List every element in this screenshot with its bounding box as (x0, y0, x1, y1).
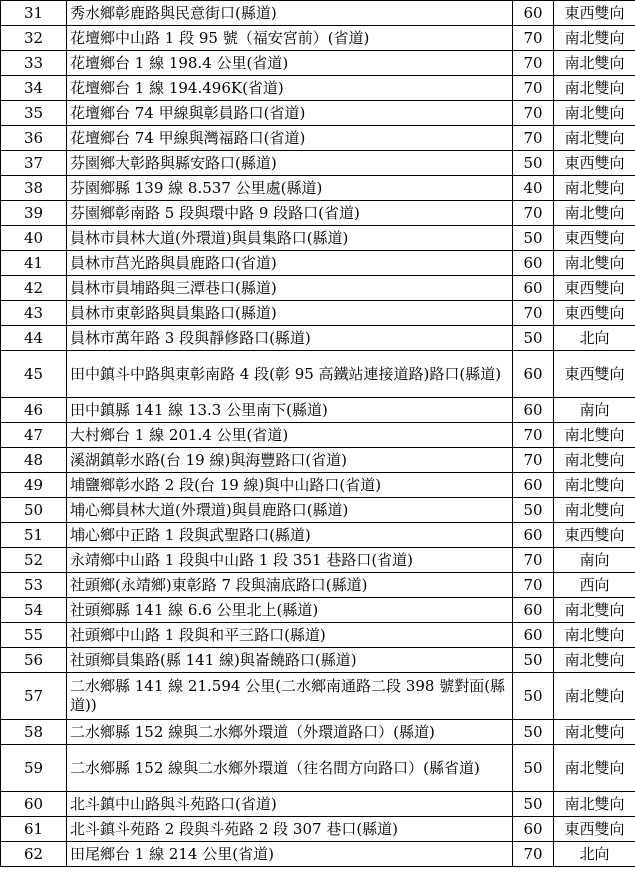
table-row (1, 201, 635, 226)
row-number: 54 (1, 598, 67, 623)
table-row (1, 51, 635, 76)
speed-limit-cell: 60 (513, 473, 554, 498)
location-cell: 溪湖鎮彰水路(台 19 線)與海豐路口(省道) (67, 448, 513, 473)
direction-cell: 南北雙向 (554, 101, 635, 126)
row-number: 49 (1, 473, 67, 498)
table-row (1, 673, 635, 720)
row-number: 34 (1, 76, 67, 101)
table-row (1, 126, 635, 151)
direction-cell: 東西雙向 (554, 523, 635, 548)
speed-limit-cell: 70 (513, 301, 554, 326)
table-row (1, 398, 635, 423)
speed-limit-cell: 50 (513, 226, 554, 251)
direction-cell: 南北雙向 (554, 792, 635, 817)
location-cell: 埔心鄉中正路 1 段與武聖路口(縣道) (67, 523, 513, 548)
speed-limit-cell: 60 (513, 817, 554, 842)
table-row (1, 101, 635, 126)
direction-cell: 南北雙向 (554, 623, 635, 648)
table-row (1, 523, 635, 548)
direction-cell: 南北雙向 (554, 251, 635, 276)
location-cell: 員林市員林大道(外環道)與員集路口(縣道) (67, 226, 513, 251)
speed-limit-cell: 50 (513, 792, 554, 817)
row-number: 45 (1, 351, 67, 398)
location-cell: 二水鄉縣 141 線 21.594 公里(二水鄉南通路二段 398 號對面(縣道)) (67, 673, 513, 720)
row-number: 39 (1, 201, 67, 226)
row-number: 38 (1, 176, 67, 201)
table-row (1, 351, 635, 398)
location-cell: 花壇鄉台 1 線 194.496K(省道) (67, 76, 513, 101)
location-cell: 社頭鄉縣 141 線 6.6 公里北上(縣道) (67, 598, 513, 623)
speed-limit-cell: 70 (513, 76, 554, 101)
row-number: 56 (1, 648, 67, 673)
table-row (1, 176, 635, 201)
table-row (1, 745, 635, 792)
direction-cell: 南北雙向 (554, 201, 635, 226)
row-number: 58 (1, 720, 67, 745)
location-cell: 二水鄉縣 152 線與二水鄉外環道（外環道路口）(縣道) (67, 720, 513, 745)
table-row (1, 301, 635, 326)
table-row (1, 326, 635, 351)
table-row (1, 817, 635, 842)
location-cell: 員林市莒光路與員鹿路口(省道) (67, 251, 513, 276)
location-cell: 花壇鄉中山路 1 段 95 號（福安宮前）(省道) (67, 26, 513, 51)
row-number: 53 (1, 573, 67, 598)
table-row (1, 573, 635, 598)
location-cell: 秀水鄉彰鹿路與民意街口(縣道) (67, 1, 513, 26)
direction-cell: 南向 (554, 398, 635, 423)
location-cell: 社頭鄉(永靖鄉)東彰路 7 段與湳底路口(縣道) (67, 573, 513, 598)
location-cell: 員林市東彰路與員集路口(縣道) (67, 301, 513, 326)
row-number: 47 (1, 423, 67, 448)
speed-limit-cell: 60 (513, 351, 554, 398)
direction-cell: 南北雙向 (554, 126, 635, 151)
row-number: 40 (1, 226, 67, 251)
direction-cell: 北向 (554, 842, 635, 867)
direction-cell: 南北雙向 (554, 598, 635, 623)
direction-cell: 東西雙向 (554, 226, 635, 251)
speed-limit-cell: 50 (513, 745, 554, 792)
location-cell: 社頭鄉中山路 1 段與和平三路口(縣道) (67, 623, 513, 648)
speed-limit-cell: 60 (513, 523, 554, 548)
direction-cell: 南北雙向 (554, 498, 635, 523)
row-number: 42 (1, 276, 67, 301)
location-cell: 田中鎮斗中路與東彰南路 4 段(彰 95 高鐵站連接道路)路口(縣道) (67, 351, 513, 398)
row-number: 48 (1, 448, 67, 473)
direction-cell: 南北雙向 (554, 26, 635, 51)
speed-limit-cell: 70 (513, 548, 554, 573)
direction-cell: 南北雙向 (554, 76, 635, 101)
table-row (1, 151, 635, 176)
direction-cell: 南北雙向 (554, 720, 635, 745)
table-row (1, 598, 635, 623)
direction-cell: 東西雙向 (554, 276, 635, 301)
location-cell: 二水鄉縣 152 線與二水鄉外環道（往名間方向路口）(縣省道) (67, 745, 513, 792)
row-number: 36 (1, 126, 67, 151)
speed-limit-cell: 60 (513, 598, 554, 623)
table-row (1, 1, 635, 26)
row-number: 61 (1, 817, 67, 842)
location-cell: 花壇鄉台 74 甲線與彰員路口(省道) (67, 101, 513, 126)
speed-limit-cell: 70 (513, 126, 554, 151)
direction-cell: 南北雙向 (554, 448, 635, 473)
table-row (1, 498, 635, 523)
row-number: 43 (1, 301, 67, 326)
location-cell: 大村鄉台 1 線 201.4 公里(省道) (67, 423, 513, 448)
direction-cell: 南北雙向 (554, 745, 635, 792)
speed-limit-cell: 50 (513, 673, 554, 720)
row-number: 62 (1, 842, 67, 867)
location-cell: 永靖鄉中山路 1 段與中山路 1 段 351 巷路口(省道) (67, 548, 513, 573)
speed-limit-cell: 70 (513, 101, 554, 126)
table-row (1, 473, 635, 498)
location-cell: 員林市員埔路與三潭巷口(縣道) (67, 276, 513, 301)
location-cell: 田尾鄉台 1 線 214 公里(省道) (67, 842, 513, 867)
speed-limit-cell: 60 (513, 1, 554, 26)
direction-cell: 南北雙向 (554, 473, 635, 498)
direction-cell: 東西雙向 (554, 301, 635, 326)
location-cell: 社頭鄉員集路(縣 141 線)與崙饒路口(縣道) (67, 648, 513, 673)
direction-cell: 南北雙向 (554, 423, 635, 448)
direction-cell: 東西雙向 (554, 1, 635, 26)
speed-limit-cell: 70 (513, 573, 554, 598)
speed-limit-cell: 50 (513, 151, 554, 176)
row-number: 37 (1, 151, 67, 176)
location-cell: 埔心鄉員林大道(外環道)與員鹿路口(縣道) (67, 498, 513, 523)
speed-limit-cell: 70 (513, 448, 554, 473)
direction-cell: 東西雙向 (554, 151, 635, 176)
speed-limit-cell: 60 (513, 398, 554, 423)
location-cell: 田中鎮縣 141 線 13.3 公里南下(縣道) (67, 398, 513, 423)
row-number: 35 (1, 101, 67, 126)
speed-limit-cell: 40 (513, 176, 554, 201)
table-row (1, 548, 635, 573)
row-number: 50 (1, 498, 67, 523)
direction-cell: 北向 (554, 326, 635, 351)
row-number: 44 (1, 326, 67, 351)
table-row (1, 842, 635, 867)
speed-limit-cell: 60 (513, 276, 554, 301)
row-number: 31 (1, 1, 67, 26)
table-row (1, 448, 635, 473)
speed-limit-cell: 70 (513, 842, 554, 867)
direction-cell: 南北雙向 (554, 648, 635, 673)
direction-cell: 東西雙向 (554, 817, 635, 842)
location-cell: 北斗鎮中山路與斗苑路口(省道) (67, 792, 513, 817)
speed-limit-cell: 70 (513, 51, 554, 76)
speed-limit-cell: 60 (513, 623, 554, 648)
speed-limit-cell: 50 (513, 326, 554, 351)
location-cell: 埔鹽鄉彰水路 2 段(台 19 線)與中山路口(省道) (67, 473, 513, 498)
row-number: 59 (1, 745, 67, 792)
table-row (1, 251, 635, 276)
location-cell: 芬園鄉大彰路與縣安路口(縣道) (67, 151, 513, 176)
row-number: 32 (1, 26, 67, 51)
location-cell: 芬園鄉縣 139 線 8.537 公里處(縣道) (67, 176, 513, 201)
table-row (1, 792, 635, 817)
row-number: 55 (1, 623, 67, 648)
table-row (1, 26, 635, 51)
speed-limit-cell: 50 (513, 720, 554, 745)
location-cell: 員林市萬年路 3 段與靜修路口(縣道) (67, 326, 513, 351)
speed-limit-cell: 50 (513, 648, 554, 673)
row-number: 33 (1, 51, 67, 76)
table-row (1, 276, 635, 301)
speed-limit-cell: 60 (513, 251, 554, 276)
table-body (1, 1, 635, 867)
speed-limit-cell: 70 (513, 26, 554, 51)
table-row (1, 720, 635, 745)
row-number: 52 (1, 548, 67, 573)
row-number: 46 (1, 398, 67, 423)
table-row (1, 226, 635, 251)
table-row (1, 423, 635, 448)
direction-cell: 西向 (554, 573, 635, 598)
row-number: 57 (1, 673, 67, 720)
direction-cell: 南北雙向 (554, 673, 635, 720)
direction-cell: 南北雙向 (554, 51, 635, 76)
direction-cell: 南向 (554, 548, 635, 573)
speed-limit-cell: 70 (513, 201, 554, 226)
table-row (1, 76, 635, 101)
row-number: 41 (1, 251, 67, 276)
direction-cell: 東西雙向 (554, 351, 635, 398)
direction-cell: 南北雙向 (554, 176, 635, 201)
location-cell: 花壇鄉台 74 甲線與灣福路口(省道) (67, 126, 513, 151)
speed-limit-cell: 50 (513, 498, 554, 523)
table-row (1, 623, 635, 648)
location-cell: 花壇鄉台 1 線 198.4 公里(省道) (67, 51, 513, 76)
location-cell: 芬園鄉彰南路 5 段與環中路 9 段路口(省道) (67, 201, 513, 226)
table-row (1, 648, 635, 673)
location-cell: 北斗鎮斗苑路 2 段與斗苑路 2 段 307 巷口(縣道) (67, 817, 513, 842)
row-number: 51 (1, 523, 67, 548)
row-number: 60 (1, 792, 67, 817)
speed-limit-cell: 70 (513, 423, 554, 448)
